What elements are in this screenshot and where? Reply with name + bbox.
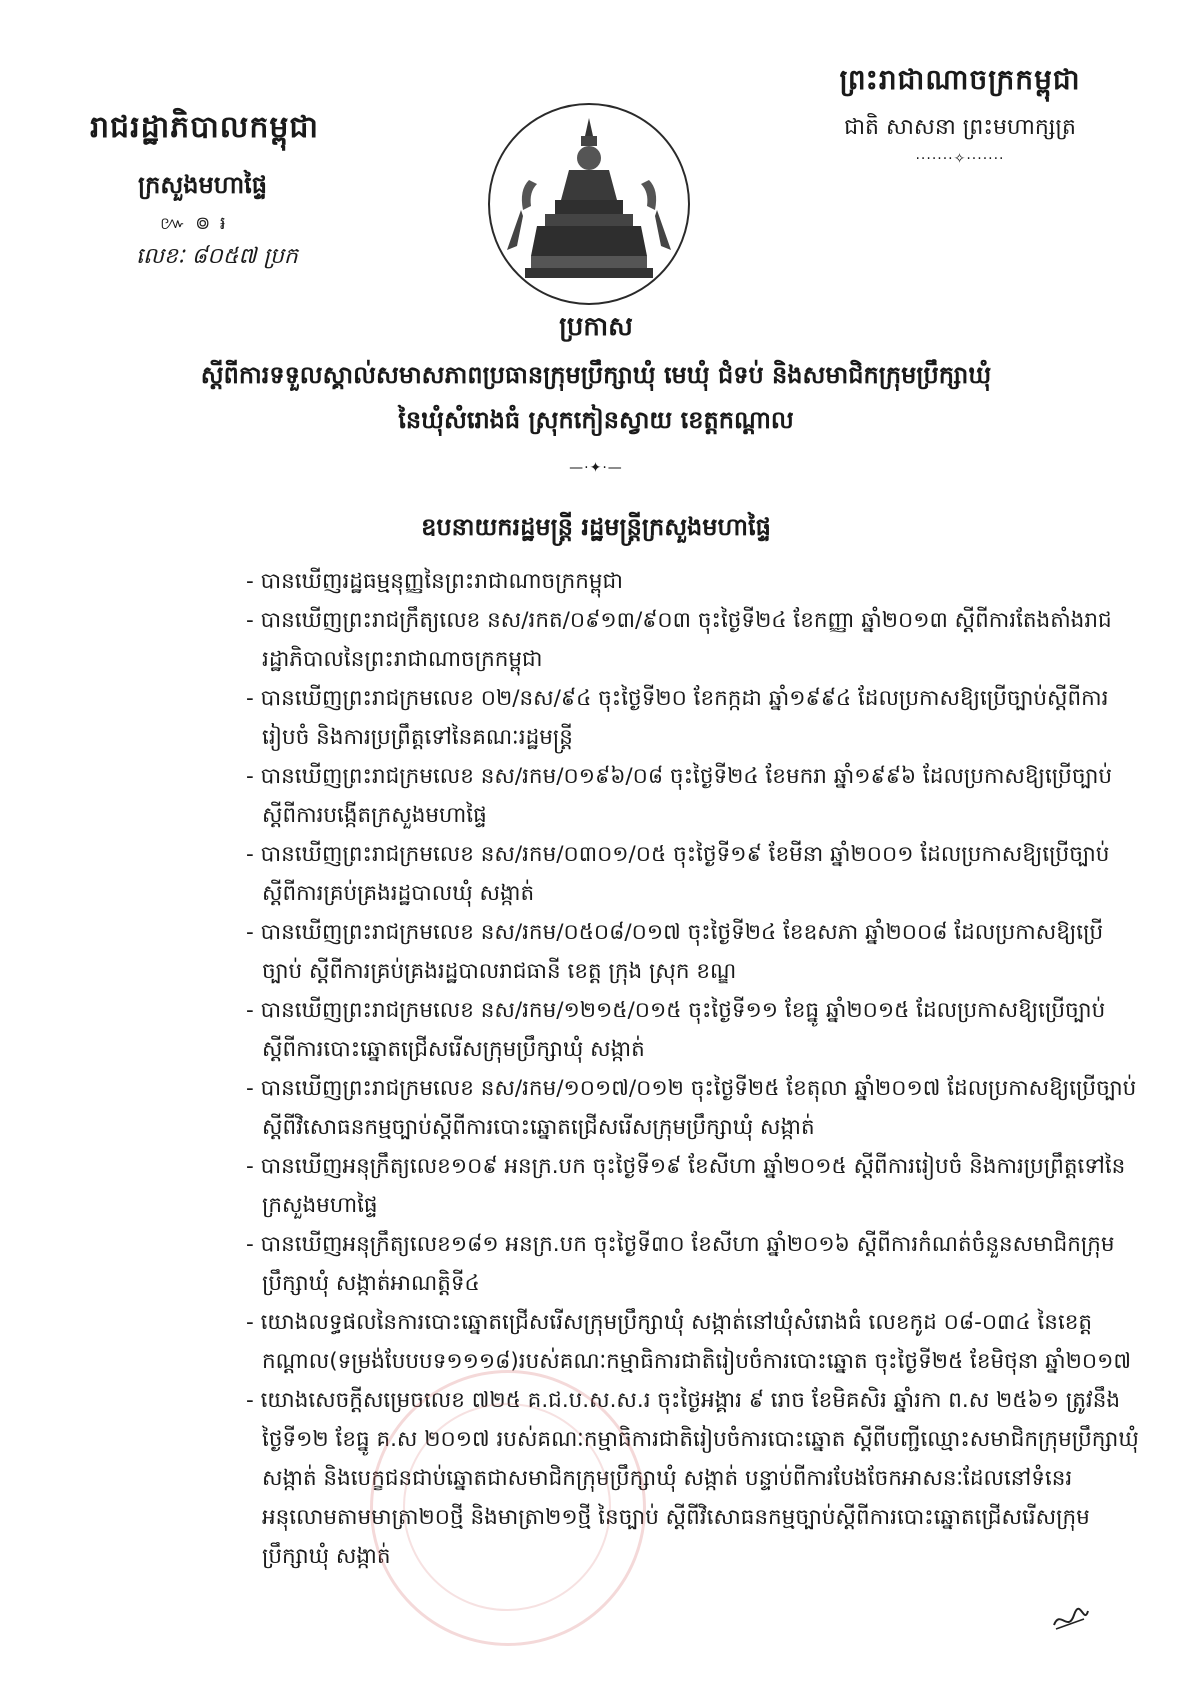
recital-item: - បានឃើញព្រះរាជក្រមលេខ នស/រកម/០១៩៦/០៨ ចុះថ្ងៃទី២៤ ខែមករា ឆ្នាំ១៩៩៦ ដែលប្រកាសឱ្យប្រើច្បាប់ ស្តីពីការបង្កើតក្រសួងមហាផ្ទៃ bbox=[246, 757, 1140, 835]
faint-seal-stamp bbox=[370, 1370, 646, 1646]
ministry-name: ក្រសួងមហាផ្ទៃ bbox=[138, 171, 268, 199]
recital-item: - យោងលទ្ធផលនៃការបោះឆ្នោតជ្រើសរើសក្រុមប្រឹក្សាឃុំ សង្កាត់នៅឃុំសំរោងធំ លេខកូដ ០៨-០៣៤ នៃខេត្តកណ្តាល(ទម្រង់បែបបទ១១១៨)របស់គណៈកម្មាធិការជាតិរៀបចំការបោះឆ្នោត ចុះថ្ងៃទី២៥ ខែមិថុនា ឆ្នាំ២០១៧ bbox=[246, 1303, 1140, 1381]
document-subject-line-2: នៃឃុំសំរោងធំ ស្រុកកៀនស្វាយ ខេត្តកណ្តាល bbox=[398, 406, 794, 434]
ornament-divider: ·······✧······· bbox=[915, 151, 1005, 167]
issuer-title: ឧបនាយករដ្ឋមន្ត្រី រដ្ឋមន្ត្រីក្រសួងមហាផ្ទៃ bbox=[421, 513, 771, 541]
recital-item: - បានឃើញអនុក្រឹត្យលេខ១០៩ អនក្រ.បក ចុះថ្ងៃទី១៩ ខែសីហា ឆ្នាំ២០១៥ ស្តីពីការរៀបចំ និងការប្រព្រឹត្តទៅនៃក្រសួងមហាផ្ទៃ bbox=[246, 1147, 1140, 1225]
national-motto: ជាតិ សាសនា ព្រះមហាក្សត្រ bbox=[844, 115, 1076, 140]
recitals-list bbox=[246, 562, 1140, 1576]
recital-item: - យោងសេចក្តីសម្រេចលេខ ៧២៥ គ.ជ.ប.ស.ស.រ ចុះថ្ងៃអង្គារ ៩ រោច ខែមិគសិរ ឆ្នាំរកា ព.ស ២៥៦១ ត្រូវនឹងថ្ងៃទី១២ ខែធ្នូ គ.ស ២០១៧ របស់គណៈកម្មាធិការជាតិរៀបចំការបោះឆ្នោត ស្តីពីបញ្ជីឈ្មោះសមាជិកក្រុមប្រឹក្សាឃុំ សង្កាត់ និងបេក្ខជនជាប់ឆ្នោតជាសមាជិកក្រុមប្រឹក្សាឃុំ សង្កាត់ បន្ទាប់ពីការបែងចែកអាសនៈដែលនៅទំនេរអនុលោមតាមមាត្រា២០ថ្មី និងមាត្រា២១ថ្មី នៃច្បាប់ ស្តីពីវិសោធនកម្មច្បាប់ស្តីពីការបោះឆ្នោតជ្រើសរើសក្រុមប្រឹក្សាឃុំ សង្កាត់ bbox=[246, 1381, 1140, 1576]
recital-item: - បានឃើញព្រះរាជក្រមលេខ នស/រកម/១០១៧/០១២ ចុះថ្ងៃទី២៥ ខែតុលា ឆ្នាំ២០១៧ ដែលប្រកាសឱ្យប្រើច្បាប់ ស្តីពីវិសោធនកម្មច្បាប់ស្តីពីការបោះឆ្នោតជ្រើសរើសក្រុមប្រឹក្សាឃុំ សង្កាត់ bbox=[246, 1069, 1140, 1147]
kingdom-name: ព្រះរាជាណាចក្រកម្ពុជា bbox=[839, 63, 1081, 96]
recital-item: - បានឃើញព្រះរាជក្រមលេខ នស/រកម/១២១៥/០១៥ ចុះថ្ងៃទី១១ ខែធ្នូ ឆ្នាំ២០១៥ ដែលប្រកាសឱ្យប្រើច្បាប់ ស្តីពីការបោះឆ្នោតជ្រើសរើសក្រុមប្រឹក្សាឃុំ សង្កាត់ bbox=[246, 991, 1140, 1069]
royal-emblem-icon bbox=[485, 100, 693, 308]
ornament-divider: ៚ ៙ ៛ bbox=[160, 213, 228, 234]
kingdom-header bbox=[800, 62, 1120, 167]
reference-number: លេខៈ ៨០៥៧ ប្រក bbox=[136, 244, 298, 269]
recital-item: - បានឃើញព្រះរាជក្រឹត្យលេខ នស/រកត/០៩១៣/៩០៣ ចុះថ្ងៃទី២៤ ខែកញ្ញា ឆ្នាំ២០១៣ ស្តីពីការតែងតាំងរាជរដ្ឋាភិបាលនៃព្រះរាជាណាចក្រកម្ពុជា bbox=[246, 601, 1140, 679]
document-type: ប្រកាស bbox=[559, 312, 633, 342]
recital-item: - បានឃើញព្រះរាជក្រមលេខ ០២/នស/៩៤ ចុះថ្ងៃទី២០ ខែកក្កដា ឆ្នាំ១៩៩៤ ដែលប្រកាសឱ្យប្រើច្បាប់ស្តីពីការរៀបចំ និងការប្រព្រឹត្តទៅនៃគណៈរដ្ឋមន្ត្រី bbox=[246, 679, 1140, 757]
faint-seal-inner-ring bbox=[403, 1403, 611, 1611]
recital-item: - បានឃើញព្រះរាជក្រមលេខ នស/រកម/០៥០៨/០១៧ ចុះថ្ងៃទី២៤ ខែឧសភា ឆ្នាំ២០០៨ ដែលប្រកាសឱ្យប្រើច្បាប់ ស្តីពីការគ្រប់គ្រងរដ្ឋបាលរាជធានី ខេត្ត ក្រុង ស្រុក ខណ្ឌ bbox=[246, 913, 1140, 991]
ornament-divider: —·✦·— bbox=[569, 460, 623, 476]
recital-item: - បានឃើញរដ្ឋធម្មនុញ្ញនៃព្រះរាជាណាចក្រកម្ពុជា bbox=[246, 562, 1140, 601]
document-subject-line-1: ស្តីពីការទទួលស្គាល់សមាសភាពប្រធានក្រុមប្រឹក្សាឃុំ មេឃុំ ជំទប់ និងសមាជិកក្រុមប្រឹក្សាឃុំ bbox=[200, 361, 992, 389]
recital-item: - បានឃើញអនុក្រឹត្យលេខ១៨១ អនក្រ.បក ចុះថ្ងៃទី៣០ ខែសីហា ឆ្នាំ២០១៦ ស្តីពីការកំណត់ចំនួនសមាជិកក្រុមប្រឹក្សាឃុំ សង្កាត់អាណត្តិទី៤ bbox=[246, 1225, 1140, 1303]
recital-item: - បានឃើញព្រះរាជក្រមលេខ នស/រកម/០៣០១/០៥ ចុះថ្ងៃទី១៩ ខែមីនា ឆ្នាំ២០០១ ដែលប្រកាសឱ្យប្រើច្បាប់ ស្តីពីការគ្រប់គ្រងរដ្ឋបាលឃុំ សង្កាត់ bbox=[246, 835, 1140, 913]
government-name: រាជរដ្ឋាភិបាលកម្ពុជា bbox=[90, 110, 319, 145]
handwritten-initial-icon bbox=[1050, 1605, 1090, 1635]
issuing-authority bbox=[90, 108, 350, 274]
document-title bbox=[0, 310, 1192, 476]
